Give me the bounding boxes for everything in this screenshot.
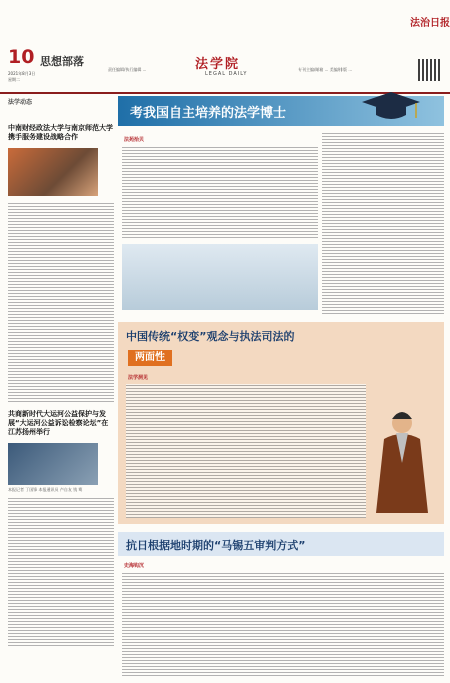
column-tag: 法苑拾贝: [124, 137, 145, 143]
confucius-illustration: [366, 405, 438, 519]
article-title: 共商新时代大运河公益保护与发展“大运河公益诉讼检察论坛”在江苏扬州举行: [8, 410, 109, 436]
graduation-cap-icon: [360, 88, 422, 122]
column-tag: 史海钩沉: [124, 563, 145, 569]
staff-line: 专刊主编/邮箱 ... 美编/排版 ...: [298, 67, 353, 72]
feature-banner: [118, 532, 444, 556]
article-body: [122, 146, 318, 240]
date-line: 2021年8月3日: [8, 71, 36, 76]
editor-line: 责任编辑/执行编辑 ...: [108, 67, 147, 72]
masthead-sub: LEGAL DAILY: [205, 71, 248, 77]
title-badge: 两面性: [128, 350, 172, 366]
section-title: 思想部落: [40, 55, 84, 68]
article-title: 中南财经政法大学与南京师范大学携手服务建设战略合作: [8, 124, 113, 141]
left-column: [8, 97, 114, 647]
feature-title: 中国传统“权变”观念与执法司法的: [126, 330, 295, 343]
newspaper-logo: 法治日报: [410, 18, 450, 29]
conference-photo: [8, 443, 98, 485]
column-tag: 法学动态: [8, 99, 33, 106]
article-body: [122, 572, 444, 676]
feature-title: 抗日根据地时期的“马锡五审判方式”: [126, 539, 306, 552]
page-header: [0, 0, 450, 94]
article-body: [322, 132, 444, 314]
article-body: [8, 497, 114, 647]
weekday: 星期二: [8, 77, 20, 82]
page-number: 10: [8, 46, 35, 68]
photo-caption: 本报记者 丁国锋 本报通讯员 卢自友 钱 骞: [8, 487, 83, 492]
column-tag: 法学洞见: [128, 375, 149, 381]
issue-date: [8, 71, 35, 83]
feature-title: 考我国自主培养的法学博士: [130, 106, 287, 121]
qr-code-icon: [418, 59, 440, 81]
masthead: 法学院: [195, 57, 241, 72]
article-body: [8, 202, 114, 402]
article-body: [126, 384, 366, 518]
news-photo: [8, 148, 98, 196]
graduation-illustration: [122, 244, 318, 310]
